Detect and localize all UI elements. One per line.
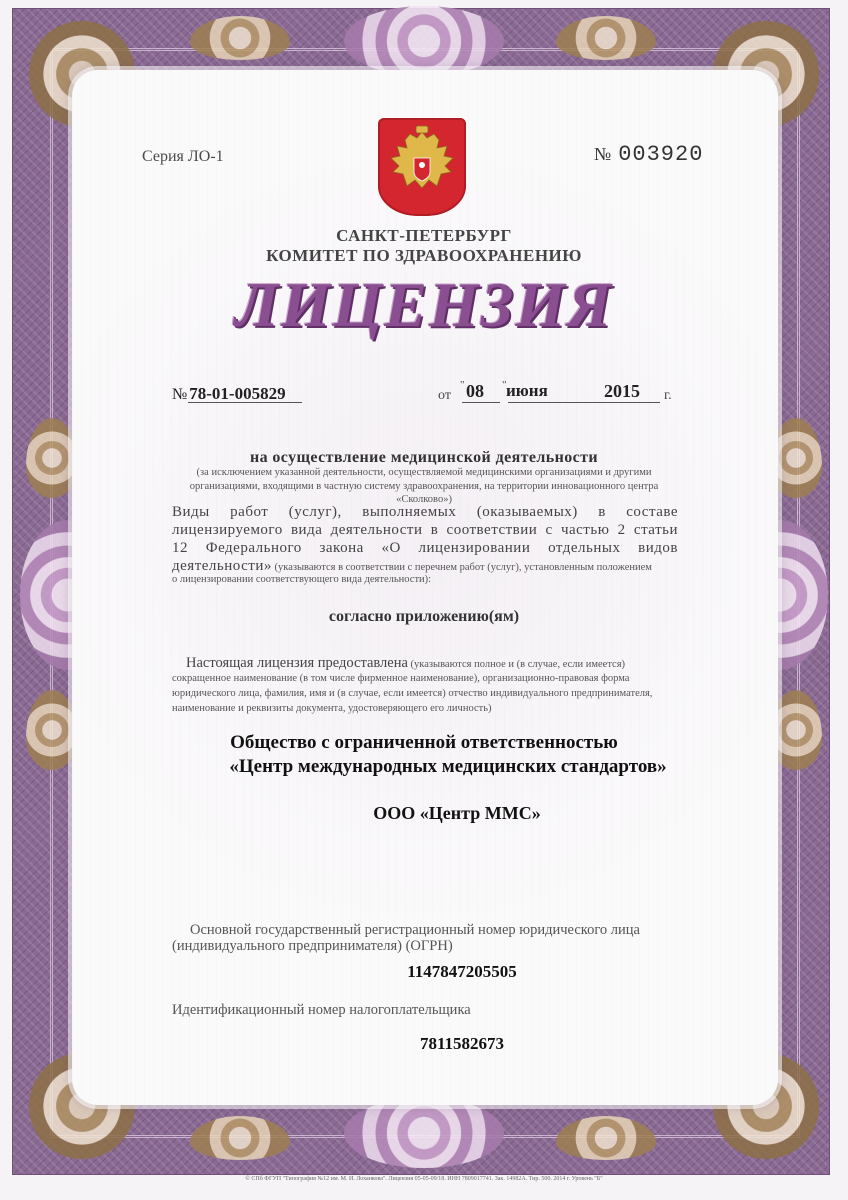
services-line-4: [172, 558, 652, 575]
holder-intro: [186, 655, 625, 672]
activity-note-line-1: (за исключением указанной деятельности, осуществляемой медицинскими организациями и другими: [196, 467, 652, 478]
ornament-bottom-left-side: [190, 1116, 290, 1160]
annex-reference: согласно приложению(ям): [328, 608, 520, 625]
ornament-top-left-side: [190, 16, 290, 60]
date-quote-open: ": [460, 379, 465, 391]
services-line-5: о лицензировании соответствующего вида деятельности):: [172, 574, 432, 585]
ogrn-label-line-1: Основной государственный регистрационный номер юридического лица: [190, 922, 640, 938]
rosette-top-center: [344, 6, 504, 76]
inn-label: Идентификационный номер налогоплательщика: [172, 1002, 471, 1018]
ogrn-label-line-2: (индивидуального предпринимателя) (ОГРН): [172, 938, 453, 954]
inn-value: 7811582673: [419, 1034, 505, 1053]
licensed-activity: на осуществление медицинской деятельности: [249, 449, 599, 466]
services-line-2: лицензируемого вида деятельности в соответствии с частью 2 статьи: [172, 522, 678, 538]
date-day: 08: [466, 381, 484, 401]
form-number-value: 003920: [618, 142, 704, 167]
holder-note-line-3: юридического лица, фамилия, имя и (в случае, если имеется) отчество индивидуального предпринимателя,: [172, 688, 653, 699]
organization-short-name: ООО «Центр ММС»: [373, 803, 541, 823]
date-quote-close: ": [502, 379, 507, 391]
issuer-city: САНКТ-ПЕТЕРБУРГ: [336, 226, 512, 245]
date-day-underline: [462, 402, 500, 403]
rosette-bottom-center: [344, 1098, 504, 1168]
holder-note-line-4: наименование и реквизиты документа, удостоверяющего его личность): [172, 703, 492, 714]
document-title: ЛИЦЕНЗИЯ: [234, 269, 614, 340]
license-number-value: 78-01-005829: [189, 384, 286, 403]
date-suffix: г.: [664, 388, 672, 403]
license-number: [172, 384, 286, 404]
services-line-4-main: деятельности»: [172, 558, 272, 574]
organization-name-line-1: Общество с ограниченной ответственностью: [230, 732, 618, 753]
form-number: [594, 142, 703, 167]
date-month: июня: [506, 381, 548, 400]
holder-note-line-2: сокращенное наименование (в том числе фирменное наименование), организационно-правовая форма: [172, 673, 630, 684]
ornament-top-right-side: [556, 16, 656, 60]
holder-intro-main: Настоящая лицензия предоставлена: [186, 655, 408, 671]
services-line-3: 12 Федерального закона «О лицензировании отдельных видов: [172, 540, 678, 556]
services-line-4-note: (указываются в соответствии с перечнем работ (услуг), установленным положением: [271, 562, 652, 573]
activity-note-line-3: «Сколково»): [396, 494, 452, 505]
date-month-year-underline: [508, 402, 660, 403]
date-year: 2015: [604, 381, 640, 401]
organization-name-line-2: «Центр международных медицинских стандартов»: [229, 756, 667, 777]
services-line-1: Виды работ (услуг), выполняемых (оказываемых) в составе: [172, 504, 678, 520]
license-number-underline: [188, 402, 302, 403]
double-headed-eagle-icon: [378, 118, 466, 216]
printer-imprint: © СПб ФГУП "Типография №12 им. М. И. Лоханкова". Лицензия 05-05-09/18. ИНН 7809017741. Зак. 14982А. Тир. 500. 2014 г. Уровень "Б": [245, 1176, 603, 1182]
license-number-label: №: [172, 386, 188, 403]
activity-note-line-2: организациями, входящими в частную систему здравоохранения, на территории инновационного центра: [189, 481, 659, 492]
ornament-bottom-right-side: [556, 1116, 656, 1160]
date-prefix: от: [438, 388, 451, 403]
holder-intro-note: (указываются полное и (в случае, если имеется): [407, 659, 626, 670]
issuer-committee: КОМИТЕТ ПО ЗДРАВООХРАНЕНИЮ: [266, 246, 582, 265]
series-label: Серия ЛО-1: [142, 148, 224, 165]
coat-of-arms-emblem: [378, 118, 466, 216]
ogrn-value: 1147847205505: [407, 962, 517, 981]
number-sign: №: [594, 144, 613, 164]
